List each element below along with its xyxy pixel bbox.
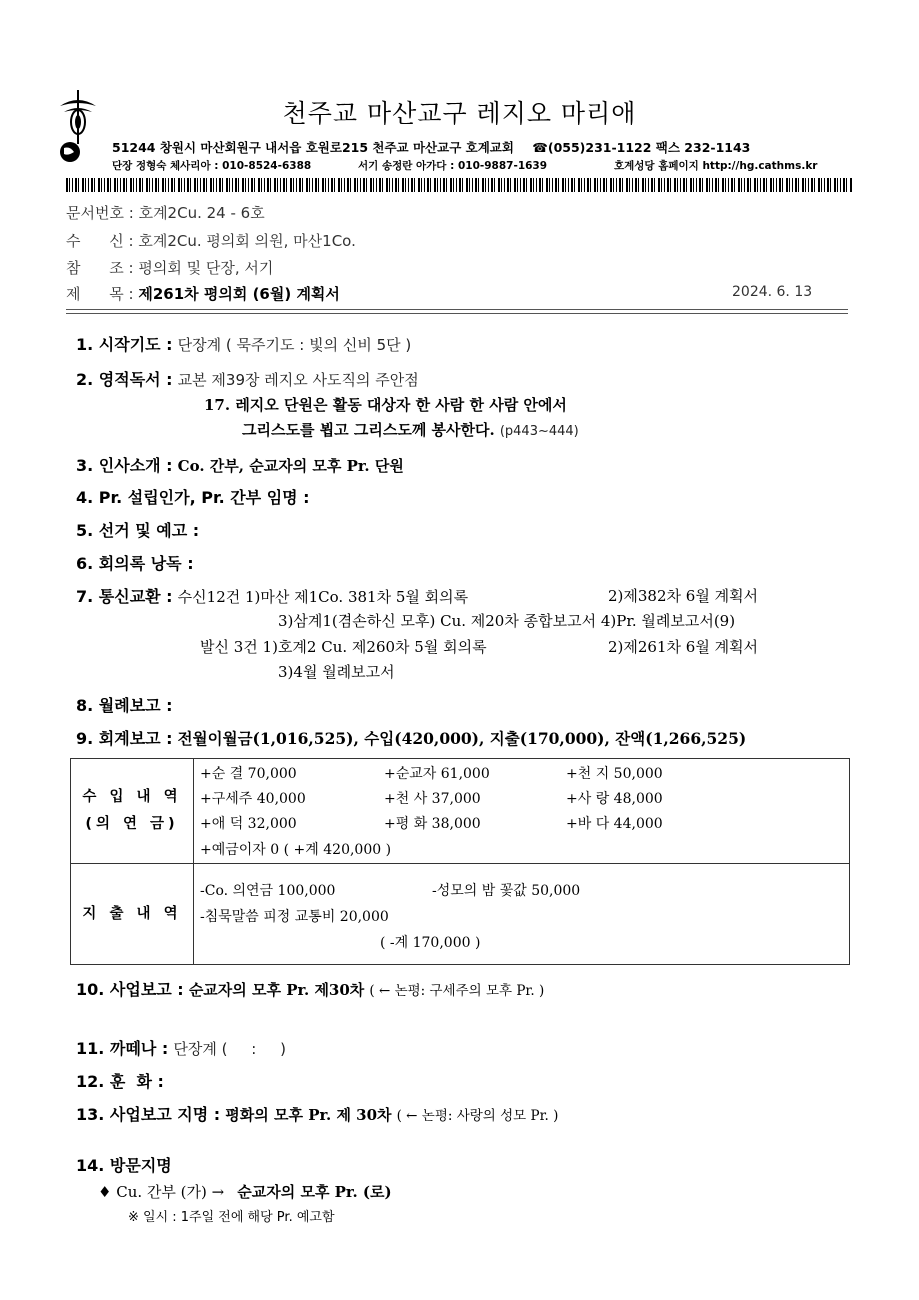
item-5-heading: 5. 선거 및 예고 :	[76, 521, 200, 540]
reading-line-1: 17. 레지오 단원은 활동 대상자 한 사람 한 사람 안에서	[204, 396, 567, 414]
recipient: 호계2Cu. 평의회 의원, 마산1Co.	[138, 232, 356, 250]
item-accounting	[76, 726, 746, 749]
homepage-link[interactable]: 호계성당 홈페이지 http://hg.cathms.kr	[614, 160, 818, 172]
item-report-nomination	[76, 1102, 558, 1125]
visit-to: 순교자의 모후 Pr. (로)	[237, 1183, 392, 1201]
reading-line-2	[242, 419, 579, 440]
expense-total: ( -계 170,000 )	[380, 935, 481, 951]
item-6-heading: 6. 회의록 낭독 :	[76, 554, 194, 573]
item-pr-approval	[76, 485, 310, 508]
doc-number: 호계2Cu. 24 - 6호	[138, 204, 265, 222]
item-visit-nomination	[76, 1153, 172, 1176]
item-2-text: 교본 제39장 레지오 사도직의 주안점	[177, 371, 419, 389]
income-entry: +순교자 61,000	[384, 766, 490, 782]
accounts-table	[70, 758, 850, 965]
item-3-text: Co. 간부, 순교자의 모후 Pr. 단원	[177, 457, 404, 475]
item-12-heading: 12. 훈 화 :	[76, 1072, 164, 1091]
income-total: +예금이자 0 ( +계 420,000 )	[200, 842, 392, 858]
visit-from: ♦ Cu. 간부 (가) →	[98, 1183, 225, 1201]
expense-entry: -Co. 의연금 100,000	[200, 883, 336, 899]
item-10-heading: 10. 사업보고 :	[76, 980, 184, 999]
doc-number-row	[66, 202, 265, 223]
item-4-heading: 4. Pr. 설립인가, Pr. 간부 임명 :	[76, 488, 310, 507]
item-10-note: ( ← 논평: 구세주의 모후 Pr. )	[369, 983, 545, 999]
sent-2: 2)제261차 6월 계획서	[608, 638, 759, 656]
item-3-heading: 3. 인사소개 :	[76, 456, 173, 475]
item-13-note: ( ← 논평: 사랑의 성모 Pr. )	[396, 1108, 559, 1124]
sent-1: 발신 3건 1)호계2 Cu. 제260차 5월 회의록	[200, 638, 487, 656]
item-2-heading: 2. 영적독서 :	[76, 370, 173, 389]
sent-3: 3)4월 월례보고서	[278, 663, 395, 681]
subject: 제261차 평의회 (6월) 계획서	[138, 285, 340, 303]
address-text: 51244 창원시 마산회원구 내서읍 호원로215 천주교 마산교구 호계교회	[112, 140, 514, 155]
item-allocution	[76, 1069, 164, 1092]
reading-line-2-text: 그리스도를 뵙고 그리스도께 봉사한다.	[242, 421, 495, 439]
double-rule	[66, 309, 848, 314]
item-11-heading: 11. 까떼나 :	[76, 1039, 169, 1058]
item-spiritual-reading	[76, 367, 419, 390]
item-14-heading: 14. 방문지명	[76, 1156, 172, 1175]
item-monthly-report	[76, 693, 173, 716]
item-work-report	[76, 977, 544, 1000]
item-catena	[76, 1036, 286, 1059]
recipient-row	[66, 230, 356, 251]
income-entry: +애 덕 32,000	[200, 816, 297, 832]
subject-row	[66, 283, 340, 304]
leader-contact: 단장 정형숙 체사리아 : 010-8524-6388	[112, 160, 312, 172]
item-13-heading: 13. 사업보고 지명 :	[76, 1105, 221, 1124]
expense-category	[71, 864, 194, 965]
reference: 평의회 및 단장, 서기	[138, 259, 274, 277]
income-sublabel: (의 연 금)	[85, 816, 179, 832]
item-1-heading: 1. 시작기도 :	[76, 335, 173, 354]
reading-page-ref: (p443~444)	[499, 424, 579, 439]
item-9-text: 전월이월금(1,016,525), 수입(420,000), 지출(170,000), 잔액(1,266,525)	[177, 729, 747, 748]
item-7-heading: 7. 통신교환 :	[76, 587, 173, 606]
recipient-label-b: 신 :	[109, 232, 134, 250]
item-election	[76, 518, 199, 541]
received-3: 3)삼계1(겸손하신 모후) Cu. 제20차 종합보고서 4)Pr. 월례보고서(9)	[278, 612, 736, 630]
item-8-heading: 8. 월례보고 :	[76, 696, 173, 715]
visit-line	[98, 1181, 392, 1202]
income-entry: +천 사 37,000	[384, 791, 481, 807]
reference-row	[66, 257, 273, 278]
income-entry: +구세주 40,000	[200, 791, 306, 807]
income-entry: +사 랑 48,000	[566, 791, 663, 807]
expense-details	[194, 864, 850, 965]
income-label: 수 입 내 역	[82, 789, 182, 805]
item-10-text: 순교자의 모후 Pr. 제30차	[188, 981, 365, 999]
income-entry: +천 지 50,000	[566, 766, 663, 782]
phone-text: ☎(055)231-1122 팩스 232-1143	[532, 140, 751, 155]
income-details	[194, 759, 850, 864]
visit-note: ※ 일시 : 1주일 전에 해당 Pr. 예고함	[128, 1210, 335, 1225]
expense-entry: -침묵말씀 피정 교통비 20,000	[200, 909, 389, 925]
item-13-text: 평화의 모후 Pr. 제 30차	[225, 1106, 392, 1124]
received-2: 2)제382차 6월 계획서	[608, 587, 759, 605]
secretary-contact: 서기 송정란 아가다 : 010-9887-1639	[358, 160, 548, 172]
decorative-bar	[66, 178, 852, 192]
item-minutes	[76, 551, 194, 574]
recipient-label-a: 수	[66, 232, 81, 250]
org-title: 천주교 마산교구 레지오 마리애	[282, 99, 637, 128]
address-line	[112, 138, 750, 156]
item-11-text: 단장계 ( : )	[173, 1040, 287, 1058]
item-introduction	[76, 453, 404, 476]
expense-label: 지 출 내 역	[82, 905, 182, 922]
reference-label-a: 참	[66, 259, 81, 277]
document-date: 2024. 6. 13	[732, 284, 813, 300]
subject-label-b: 목 :	[109, 285, 134, 303]
income-entry: +바 다 44,000	[566, 816, 663, 832]
item-opening-prayer	[76, 332, 411, 355]
item-1-text: 단장계 ( 묵주기도 : 빛의 신비 5단 )	[177, 336, 412, 354]
income-entry: +순 결 70,000	[200, 766, 297, 782]
subject-label-a: 제	[66, 285, 81, 303]
income-category	[71, 759, 194, 864]
item-9-heading: 9. 회계보고 :	[76, 729, 173, 748]
expense-entry: -성모의 밤 꽃값 50,000	[432, 883, 581, 899]
income-entry: +평 화 38,000	[384, 816, 481, 832]
item-correspondence	[76, 584, 468, 607]
doc-number-label: 문서번호 :	[66, 204, 134, 222]
received-1: 수신12건 1)마산 제1Co. 381차 5월 회의록	[177, 588, 469, 606]
reference-label-b: 조 :	[109, 259, 134, 277]
